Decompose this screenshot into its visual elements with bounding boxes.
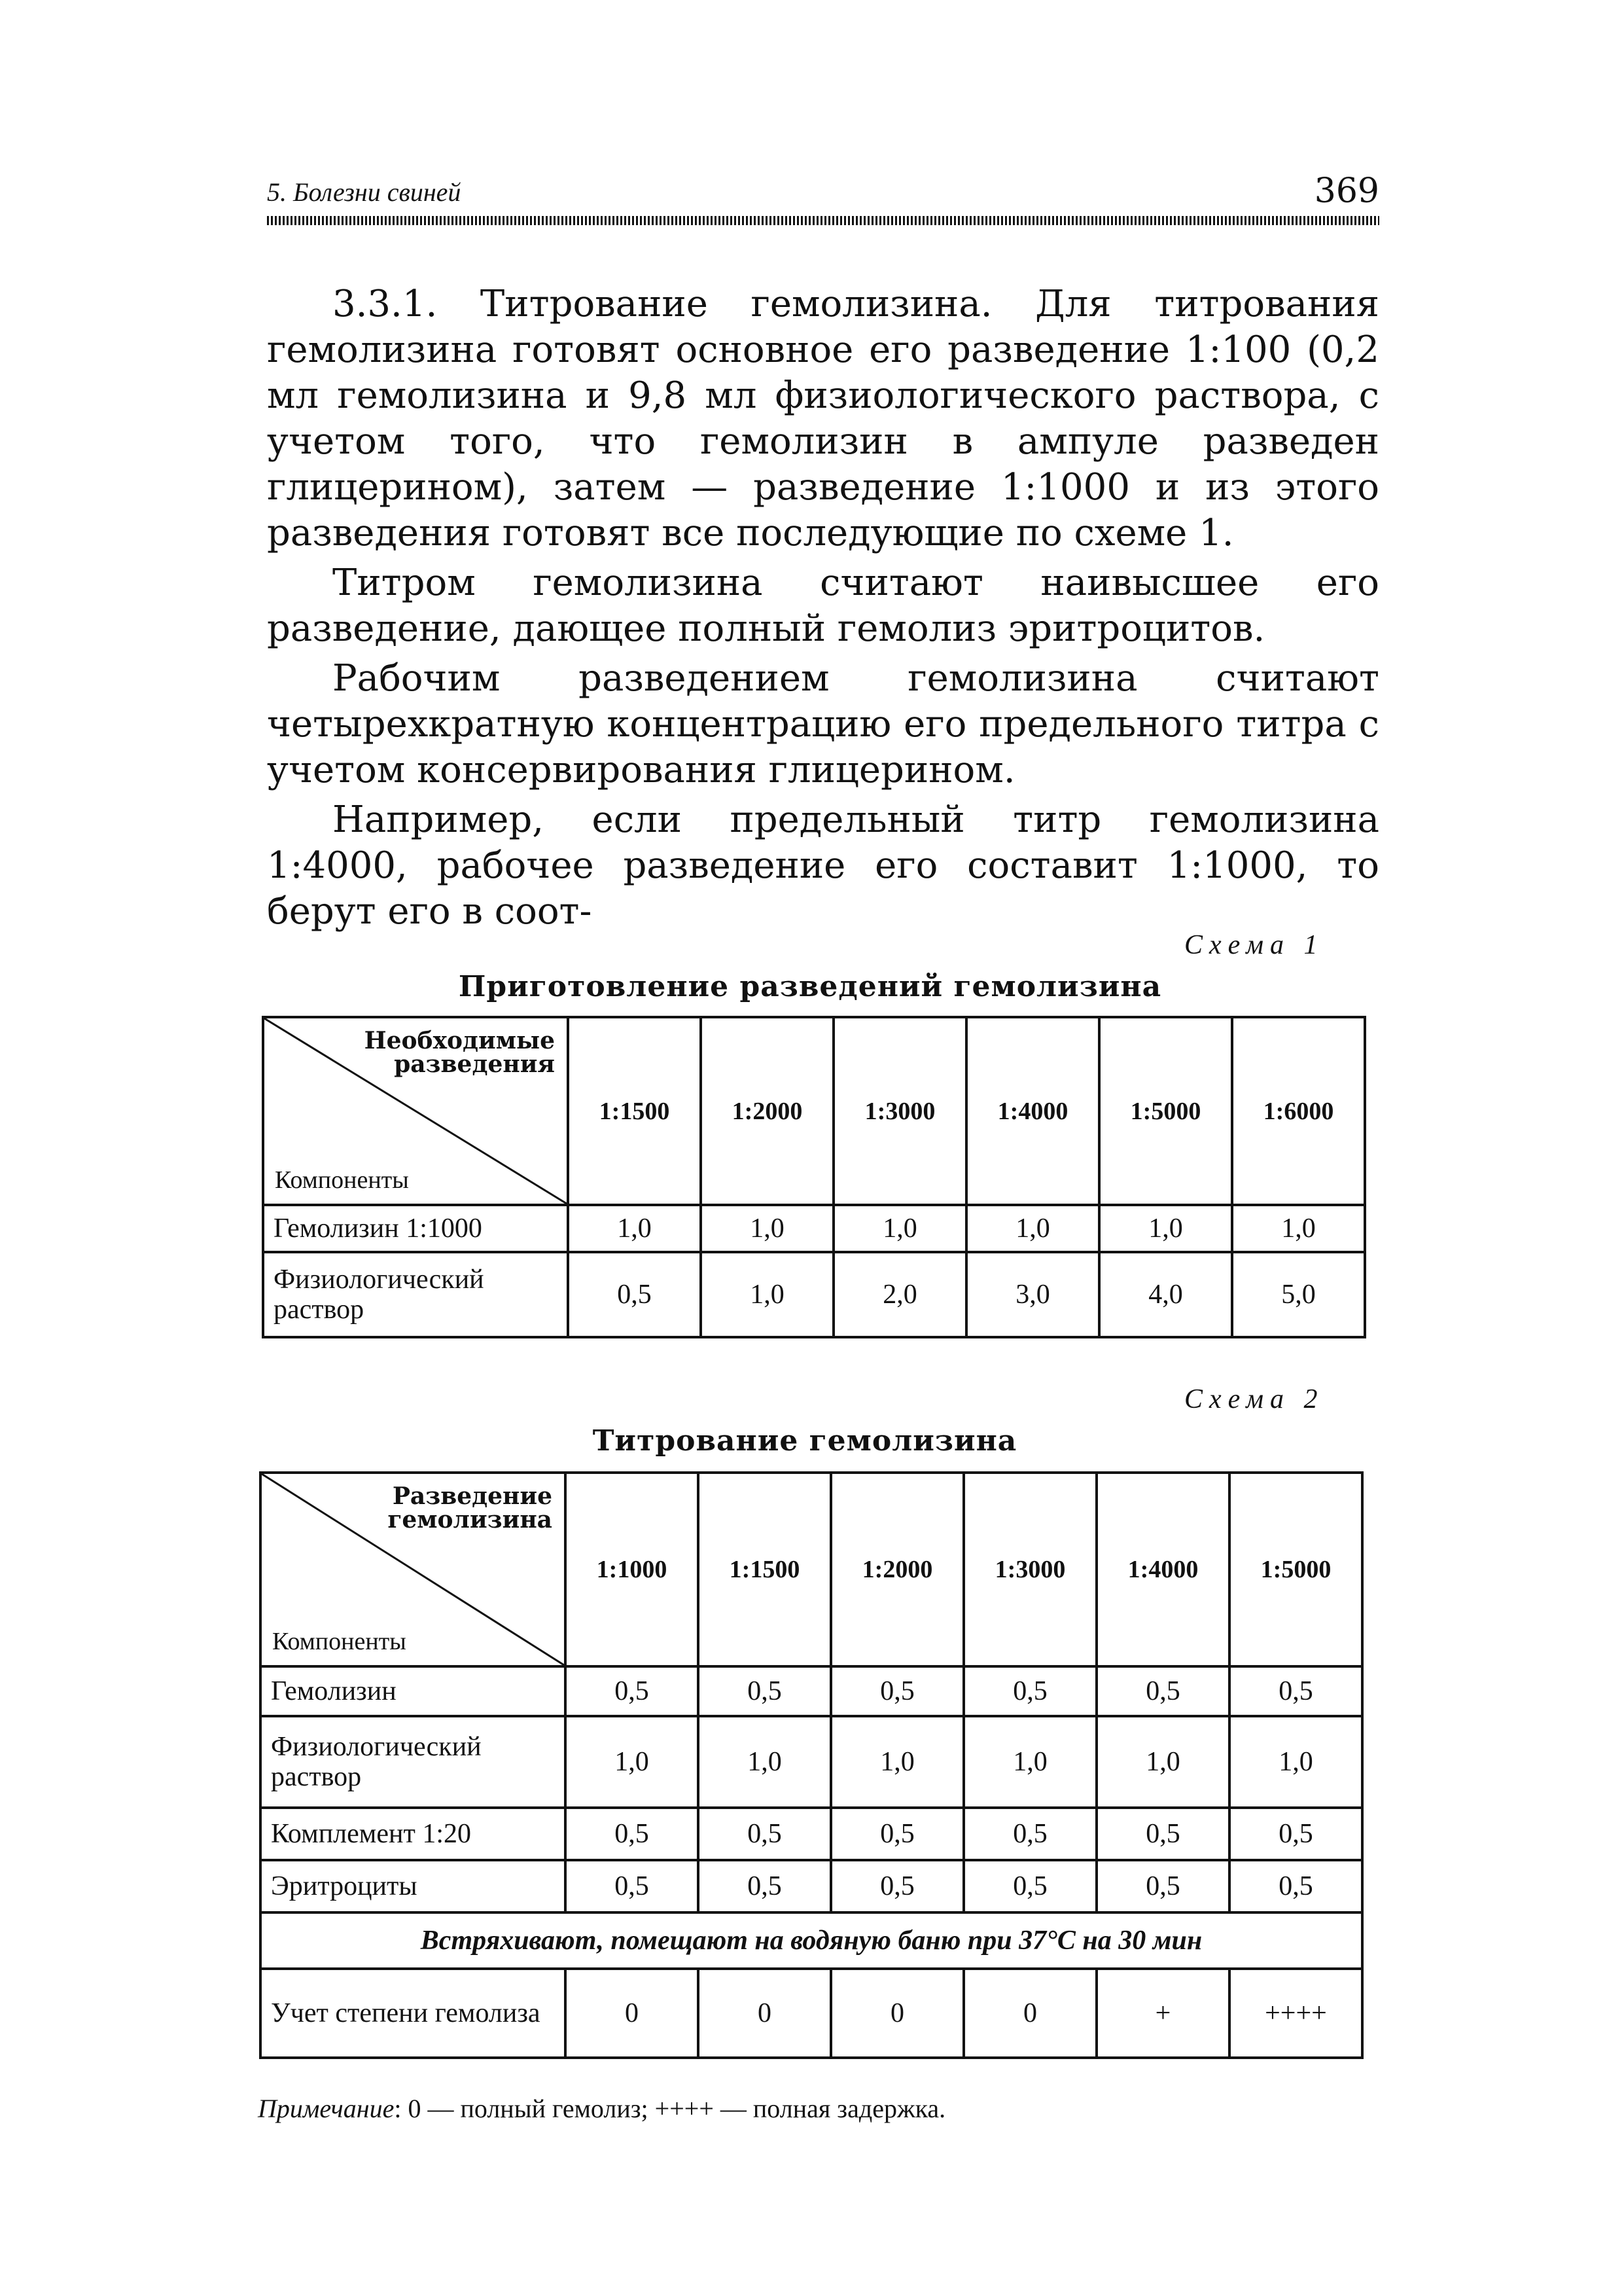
table-cell: 1,0	[701, 1252, 834, 1337]
table-cell: 1,0	[1099, 1205, 1232, 1252]
table-cell: 1,0	[834, 1205, 966, 1252]
table-row	[260, 1716, 1362, 1808]
column-header: 1:2000	[701, 1017, 834, 1205]
note-prefix: Примечание	[258, 2094, 395, 2123]
table-cell: 0	[831, 1969, 964, 2058]
column-header: 1:1500	[698, 1473, 831, 1666]
table-cell: 0,5	[964, 1666, 1097, 1716]
row-label: Гемолизин	[260, 1666, 565, 1716]
page-header	[267, 171, 1379, 229]
table-cell: 0,5	[698, 1808, 831, 1860]
corner-top-label: Необходимые разведения	[364, 1027, 555, 1078]
table-cell: 0	[698, 1969, 831, 2058]
corner-bottom-label: Компоненты	[272, 1628, 406, 1655]
row-label: Учет степени гемолиза	[260, 1969, 565, 2058]
scheme2-title: Титрование гемолизина	[592, 1424, 1017, 1458]
table-cell: 1,0	[1232, 1205, 1365, 1252]
scheme1-corner-cell	[263, 1017, 568, 1205]
table-cell: 1,0	[831, 1716, 964, 1808]
column-header: 1:3000	[834, 1017, 966, 1205]
table-cell: 0,5	[1097, 1860, 1229, 1912]
corner-bottom-label: Компоненты	[275, 1166, 409, 1194]
table-row	[260, 1666, 1362, 1716]
table-cell: 0,5	[565, 1666, 698, 1716]
table-row	[260, 1969, 1362, 2058]
table-cell: 0,5	[568, 1252, 701, 1337]
column-header: 1:5000	[1229, 1473, 1362, 1666]
table-cell: 0,5	[831, 1666, 964, 1716]
table-cell: 1,0	[966, 1205, 1099, 1252]
row-label: Гемолизин 1:1000	[263, 1205, 568, 1252]
scheme1-title: Приготовление разведений гемолизина	[458, 970, 1162, 1003]
table-cell: 0,5	[964, 1860, 1097, 1912]
header-rule	[267, 216, 1379, 225]
table-cell: 0,5	[1229, 1666, 1362, 1716]
column-header: 1:3000	[964, 1473, 1097, 1666]
table-cell: 0,5	[1097, 1666, 1229, 1716]
procedure-note: Встряхивают, помещают на водяную баню при 37°С на 30 мин	[260, 1912, 1362, 1969]
table-cell: 2,0	[834, 1252, 966, 1337]
table-cell: 4,0	[1099, 1252, 1232, 1337]
table-cell: 0,5	[831, 1808, 964, 1860]
table-cell: 0,5	[698, 1666, 831, 1716]
table-cell: 3,0	[966, 1252, 1099, 1337]
row-label: Комплемент 1:20	[260, 1808, 565, 1860]
table-cell: 1,0	[565, 1716, 698, 1808]
scheme2-table	[259, 1471, 1364, 2059]
table-cell: 0,5	[698, 1860, 831, 1912]
chapter-title: 5. Болезни свиней	[267, 177, 461, 207]
table-footnote	[258, 2093, 945, 2124]
table-cell: 1,0	[1097, 1716, 1229, 1808]
table-cell: 1,0	[964, 1716, 1097, 1808]
page-number: 369	[1314, 171, 1379, 211]
column-header: 1:1500	[568, 1017, 701, 1205]
column-header: 1:4000	[1097, 1473, 1229, 1666]
table-cell: 0,5	[831, 1860, 964, 1912]
row-label: Физиологический раствор	[263, 1252, 568, 1337]
row-label: Физиологический раствор	[260, 1716, 565, 1808]
table-cell: 0,5	[964, 1808, 1097, 1860]
column-header: 1:5000	[1099, 1017, 1232, 1205]
scheme2-corner-cell	[260, 1473, 565, 1666]
paragraph: Например, если предельный титр гемолизина 1:4000, рабочее разведение его составит 1:1000, то берут его в соот-	[267, 798, 1379, 933]
table-cell: 0,5	[1229, 1860, 1362, 1912]
scheme1-label: Схема 1	[1184, 930, 1324, 960]
paragraph: Титром гемолизина считают наивысшее его разведение, дающее полный гемолиз эритроцитов.	[267, 562, 1379, 650]
corner-top-label: Разведение гемолизина	[387, 1482, 552, 1534]
table-row	[260, 1912, 1362, 1969]
column-header: 1:6000	[1232, 1017, 1365, 1205]
table-cell: 0,5	[565, 1808, 698, 1860]
paragraph: 3.3.1. Титрование гемолизина. Для титрования гемолизина готовят основное его разведение 1:100 (0,2 мл гемолизина и 9,8 мл физиологического раствора, с учетом того, что гемолизин в ампуле разведен глицерином), затем — разведение 1:1000 и из этого разведения готовят все последующие по схеме 1.	[267, 283, 1379, 554]
table-cell: 1,0	[701, 1205, 834, 1252]
row-label: Эритроциты	[260, 1860, 565, 1912]
table-cell: 0,5	[1097, 1808, 1229, 1860]
table-cell: 0,5	[565, 1860, 698, 1912]
table-cell: ++++	[1229, 1969, 1362, 2058]
table-cell: 0	[964, 1969, 1097, 2058]
table-cell: 5,0	[1232, 1252, 1365, 1337]
body-text	[267, 281, 1379, 939]
table-row	[263, 1205, 1365, 1252]
table-row	[260, 1808, 1362, 1860]
table-cell: 1,0	[1229, 1716, 1362, 1808]
column-header: 1:2000	[831, 1473, 964, 1666]
scheme2-label: Схема 2	[1184, 1384, 1324, 1414]
table-row	[260, 1860, 1362, 1912]
table-cell: 1,0	[568, 1205, 701, 1252]
scheme1-table	[262, 1016, 1366, 1338]
note-text: : 0 — полный гемолиз; ++++ — полная задержка.	[394, 2094, 946, 2123]
column-header: 1:1000	[565, 1473, 698, 1666]
table-cell: 0	[565, 1969, 698, 2058]
column-header: 1:4000	[966, 1017, 1099, 1205]
table-cell: 1,0	[698, 1716, 831, 1808]
table-cell: +	[1097, 1969, 1229, 2058]
table-row	[263, 1252, 1365, 1337]
paragraph: Рабочим разведением гемолизина считают четырехкратную концентрацию его предельного титра с учетом консервирования глицерином.	[267, 657, 1379, 791]
table-cell: 0,5	[1229, 1808, 1362, 1860]
